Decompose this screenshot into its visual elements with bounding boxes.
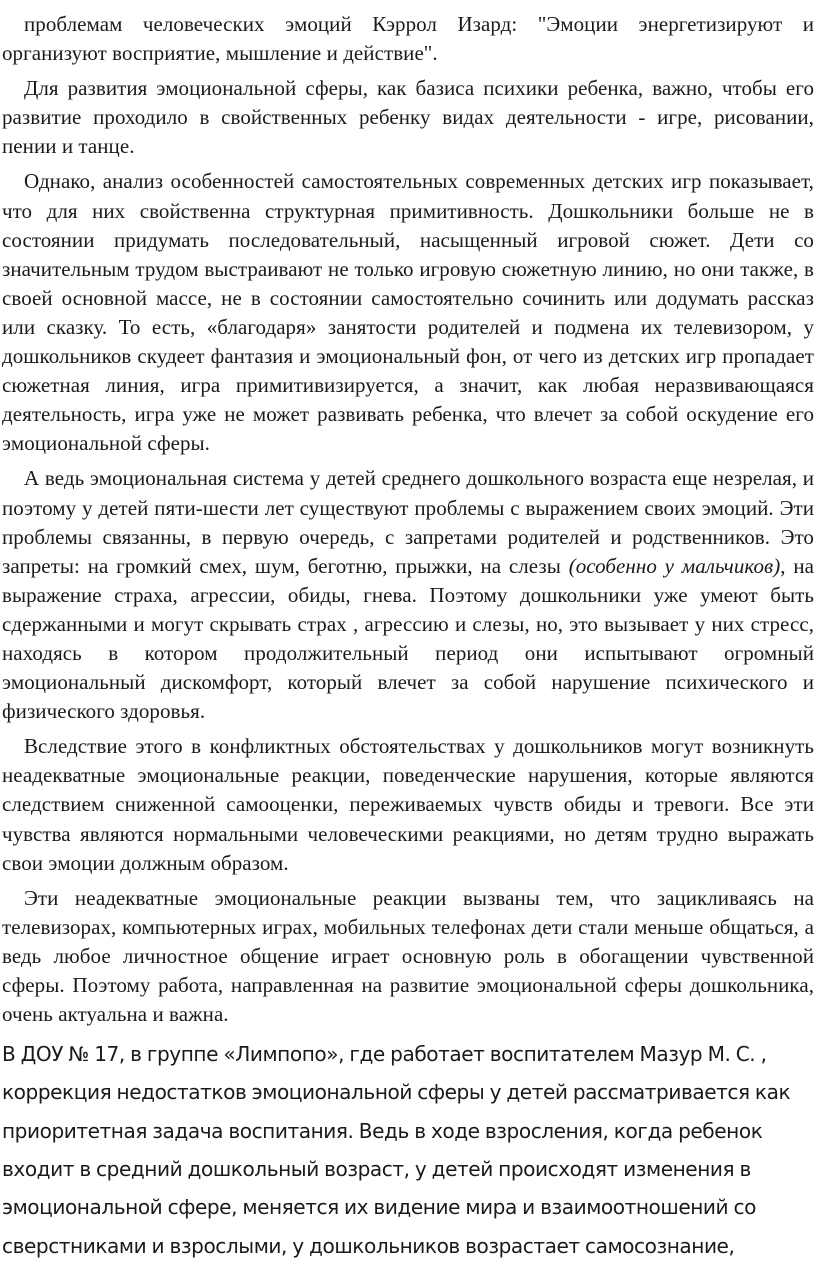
- paragraph-final: В ДОУ № 17, в группе «Лимпопо», где работает воспитателем Мазур М. С. , коррекция недостатков эмоциональной сферы у детей рассматривается как приоритетная задача воспитания. Ведь в ходе взросления, когда ребенок входит в средний дошкольный возраст, у детей происходят изменения в эмоциональной сфере, меняется их видение мира и взаимоотношений со сверстниками и взрослыми, у дошкольников возрастает самосознание,: [2, 1042, 791, 1258]
- paragraph-4-text-end: , на выражение страха, агрессии, обиды, гнева. Поэтому дошкольники уже умеют быть сдержанными и могут скрывать страх , агрессию и слезы, но, это вызывает у них стресс, находясь в котором продолжительный период они испытывают огромный эмоциональный дискомфорт, который влечет за собой нарушение психического и физического здоровья.: [2, 553, 814, 724]
- paragraph-3: Однако, анализ особенностей самостоятельных современных детских игр показывает, что для них свойственна структурная примитивность. Дошкольники больше не в состоянии придумать последовательный, насыщенный игровой сюжет. Дети со значительным трудом выстраивают не только игровую сюжетную линию, но они также, в своей основной массе, не в состоянии самостоятельно сочинить или додумать рассказ или сказку. То есть, «благодаря» занятости родителей и подмена их телевизором, у дошкольников скудеет фантазия и эмоциональный фон, от чего из детских игр пропадает сюжетная линия, игра примитивизируется, а значит, как любая неразвивающаяся деятельность, игра уже не может развивать ребенка, что влечет за собой оскудение его эмоциональной сферы.: [2, 169, 814, 456]
- paragraph-4-italic-note: (особенно у мальчиков): [568, 553, 781, 578]
- paragraph-1: проблемам человеческих эмоций Кэррол Изард: "Эмоции энергетизируют и организуют восприятие, мышление и действие".: [2, 12, 814, 66]
- paragraph-4-text-start: А ведь эмоциональная система у детей среднего дошкольного возраста еще незрелая, и поэтому у детей пяти-шести лет существуют проблемы с выражением своих эмоций. Эти проблемы связанны, в первую очередь, с запретами родителей и родственников. Это запреты: на громкий смех, шум, беготню, прыжки, на слезы: [2, 466, 814, 578]
- paragraph-2: Для развития эмоциональной сферы, как базиса психики ребенка, важно, чтобы его развитие проходило в свойственных ребенку видах деятельности - игре, рисовании, пении и танце.: [2, 76, 814, 159]
- paragraph-4: [2, 464, 814, 726]
- paragraph-6: Эти неадекватные эмоциональные реакции вызваны тем, что зацикливаясь на телевизорах, компьютерных играх, мобильных телефонах дети стали меньше общаться, а ведь любое личностное общение играет основную роль в обогащении чувственной сферы. Поэтому работа, направленная на развитие эмоциональной сферы дошкольника, очень актуальна и важна.: [2, 885, 814, 1027]
- paragraph-5: Вследствие этого в конфликтных обстоятельствах у дошкольников могут возникнуть неадекватные эмоциональные реакции, поведенческие нарушения, которые являются следствием сниженной самооценки, переживаемых чувств обиды и тревоги. Все эти чувства являются нормальными человеческими реакциями, но детям трудно выражать свои эмоции должным образом.: [2, 734, 814, 875]
